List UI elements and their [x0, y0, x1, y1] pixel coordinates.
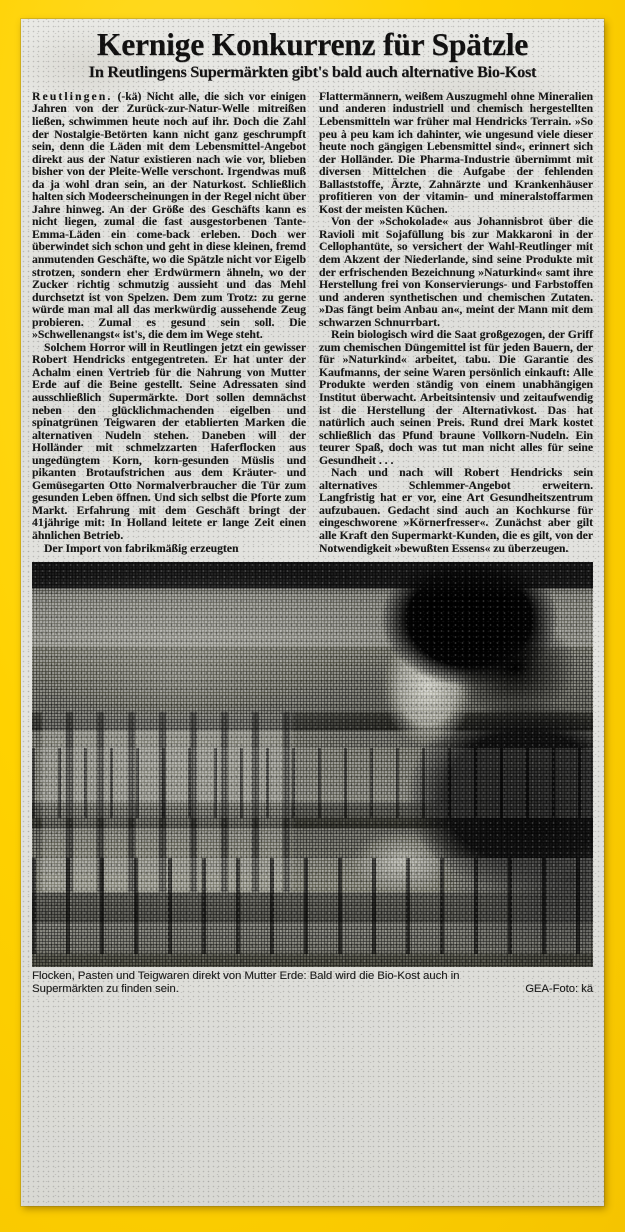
- paragraph: Flattermännern, weißem Auszugmehl ohne Mineralien und anderen industriell und chemisch hergestellten Lebensmitteln war früher mal Hendricks Terrain. »So peu à peu kam ich dahinter, wie ungesund viele dieser heute noch gängigen Lebensmittel sind«, erinnert sich der Holländer. Die Pharma-Industrie übernimmt mit diversen Mittelchen die Aufgabe der fehlenden Ballaststoffe, Ärzte, Zahnärzte und Krankenhäuser profitieren von der vitamin- und mineralstoffarmen Kost der meisten Küchen.: [319, 89, 593, 216]
- byline: (-kä): [117, 89, 142, 103]
- masthead: [32, 28, 593, 82]
- photo-caption-line-2: Supermärkten zu finden sein.: [32, 982, 179, 995]
- page-title: Kernige Konkurrenz für Spätzle: [96, 27, 529, 62]
- article-photo: [32, 562, 593, 967]
- photo-shelf-packages: [32, 562, 593, 967]
- paragraph: Der Import von fabrikmäßig erzeugten: [44, 541, 239, 555]
- paragraph-text: Nicht alle, die sich vor einigen Jahren von der Zurück-zur-Natur-Welle mitreißen ließen, schwimmen heute noch auf ihr. Doch die Zahl der Nostalgie-Betörten kann nicht ganz geschrumpft sein, denn die Läden mit dem Lebensmittel-Angebot direkt aus der Natur existieren nach wie vor, blieben bisher von der Pleite-Welle verschont. Irgendwas muß da ja wohl dran sein, an der Naturkost. Schließlich halten sich Modeerscheinungen in der Regel nicht über Jahre hinweg. An der Größe des Geschäfts kann es nicht liegen, zumal die fast ausgestorbenen Tante-Emma-Läden ein come-back erleben. Doch wer überwindet sich schon und geht in diese kleinen, fremd anmutenden Geschäfte, wo die Spätzle nicht vor Eigelb strotzen, sondern eher Erdwürmern ähneln, wo der Zucker richtig schmutzig aussieht und das Mehl durchsetzt ist von Spelzen. Dem zum Trotz: zu gerne würde man mal all das merkwürdig aussehende Zeug probieren. Zumal es gesund sein soll. Die »Schwellenangst« ist's, die dem im Wege steht.: [32, 89, 306, 342]
- photo-caption-block: [32, 969, 593, 995]
- paragraph: Rein biologisch wird die Saat großgezogen, der Griff zum chemischen Düngemittel ist für jeden Bauern, der für »Naturkind« arbeitet, tabu. Die Garantie des Kaufmanns, der seine Waren persönlich einkauft: Alle Produkte werden ständig von einem unabhängigen Institut überwacht. Arbeitsintensiv und zeitaufwendig ist die Herstellung der Alternativkost. Das hat natürlich auch seinen Preis. Rund drei Mark kostet schließlich das Pfund braune Vollkorn-Nudeln. Ein teurer Spaß, doch was tut man nicht alles für seine Gesundheit . . .: [319, 328, 593, 467]
- photo-caption-line-1: Flocken, Pasten und Teigwaren direkt von Mutter Erde: Bald wird die Bio-Kost auch in: [32, 970, 460, 983]
- paragraph: Nach und nach will Robert Hendricks sein alternatives Schlemmer-Angebot erweitern. Langfristig hat er vor, eine Art Gesundheitszentrum aufzubauen. Gedacht sind auch an Kochkurse für eingeschworene »Körnerfresser«. Zunächst aber gilt alle Kraft den Supermarkt-Kunden, die es gilt, von der Notwendigkeit »bewußten Essens« zu überzeugen.: [319, 466, 593, 555]
- photo-caption-row: [32, 983, 593, 996]
- paragraph: Solchem Horror will in Reutlingen jetzt ein gewisser Robert Hendricks entgegentreten. Er hat unter der Achalm einen Vertrieb für die Nahrung von Mutter Erde auf die Beine gestellt. Seine Adressaten sind ausschließlich Supermärkte. Dort sollen demnächst neben den glücklichmachenden eigelben und spinatgrünen Teigwaren der etablierten Marken die alternativen Nudeln stehen. Daneben will der Holländer mit schmelzzarten Haferflocken aus ungedüngtem Korn, korn-gesunden Müslis und pikanten Brotaufstrichen aus dem Kräuter- und Gemüsegarten Otto Normalverbraucher die Tür zum gesunden Leben öffnen. Und sich selbst die Pforte zum Markt. Erfahrung mit dem Geschäft bringt der 41jährige mit: In Holland leitete er lange Zeit einen ähnlichen Betrieb.: [32, 340, 306, 543]
- dateline: Reutlingen.: [32, 89, 113, 103]
- subheadline: In Reutlingens Supermärkten gibt's bald auch alternative Bio-Kost: [88, 63, 537, 82]
- text-column-right: [319, 91, 593, 555]
- paragraph: Von der »Schokolade« aus Johannisbrot über die Ravioli mit Sojafüllung bis zur Makkaroni in der Cellophantüte, so versichert der Wahl-Reutlinger mit dem Akzent der Niederlande, sind seine Produkte mit der erfrischenden Bezeichnung »Naturkind« samt ihre Herstellung frei von Konservierungs- und Farbstoffen und anderen synthetischen und chemischen Zutaten. »Das fängt beim Anbau an«, meint der Mann mit dem schwarzen Schnurrbart.: [319, 215, 593, 329]
- newspaper-clipping: [21, 19, 604, 1206]
- article-body: [32, 91, 593, 555]
- paragraph: [32, 91, 306, 342]
- photo-credit: GEA-Foto: kä: [525, 982, 593, 995]
- text-column-left: [32, 91, 306, 555]
